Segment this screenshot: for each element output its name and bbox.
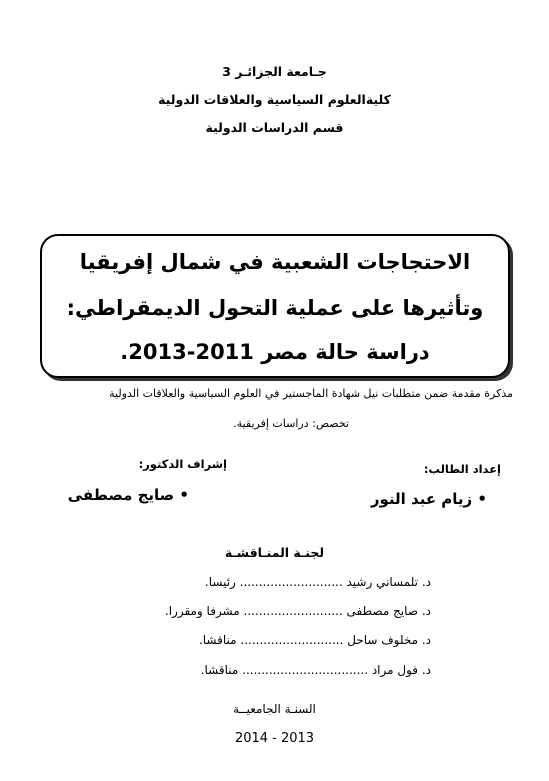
thesis-title-line-1: الاحتجاجات الشعبية في شمال إفريقيا [79,250,471,274]
committee-member-2 [111,604,431,618]
member-role: مناقشا. [200,663,239,677]
supervisor-name: • صايج مصطفى [67,486,189,504]
committee-member-1 [111,575,431,589]
member-role: مناقشا. [198,633,237,647]
member-name: د. مخلوف ساحل ........................... [240,633,431,647]
student-name: • زيام عبد النور [370,490,487,508]
member-name: د. صايج مصطفى .......................... [243,604,431,618]
academic-year-value: 2014 - 2013 [234,731,315,746]
specialization-note: تخصص: دراسات إفريقية. [233,417,349,430]
department-name: قسم الدراسات الدولية [205,120,344,135]
committee-member-3 [111,633,431,647]
thesis-title-line-3: دراسة حالة مصر 2011-2013. [120,340,430,364]
member-name: د. فول مراد ................................. [242,663,431,677]
member-name: د. تلمساني رشيد ........................... [239,575,431,589]
thesis-title-line-2: وتأثيرها على عملية التحول الديمقراطي: [66,296,484,320]
faculty-name: كليةالعلوم السياسية والعلاقات الدولية [158,92,391,107]
degree-note: مذكرة مقدمة ضمن متطلبات نيل شهادة الماجستير في العلوم السياسية والعلاقات الدولية [109,387,513,400]
supervisor-label: إشراف الدكتور: [138,457,227,471]
member-role: مشرفا ومقررا. [164,604,240,618]
member-role: رئيسا. [204,575,236,589]
academic-year-label: السنـة الجامعيــة [233,702,316,716]
university-name: جـامعة الجزائـر 3 [222,64,327,79]
committee-title: لجنـة المنـاقشـة [224,545,325,560]
committee-member-4 [111,663,431,677]
student-label: إعداد الطالب: [423,462,501,476]
